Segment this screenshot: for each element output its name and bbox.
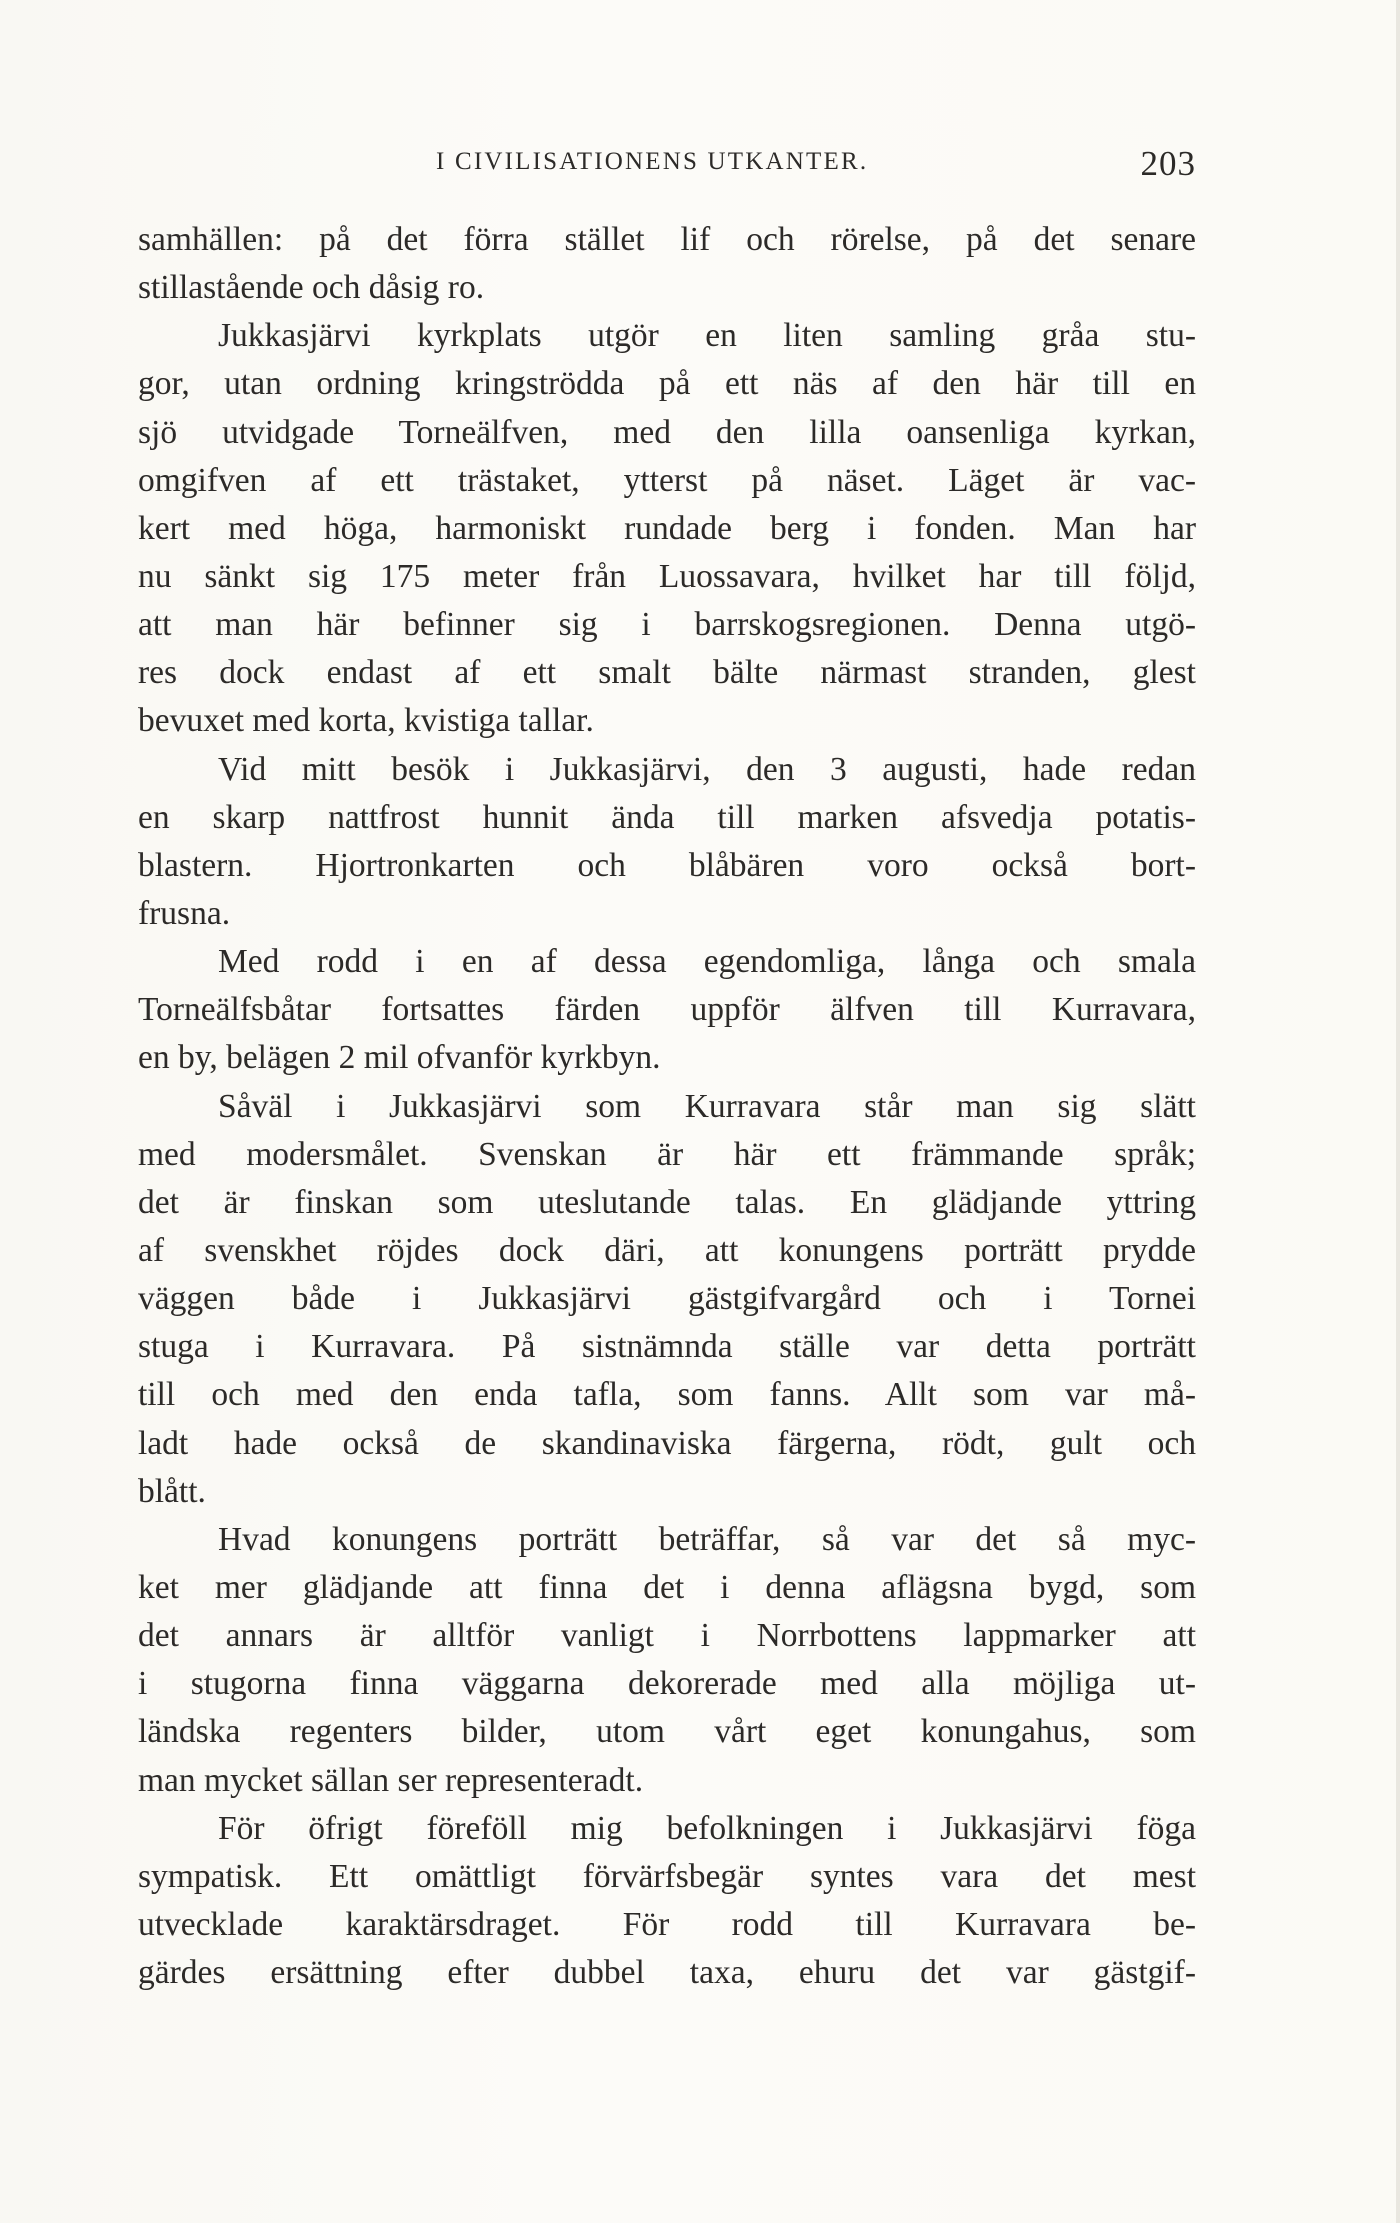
text-line: bevuxet med korta, kvistiga tallar. [138, 702, 594, 740]
text-line: frusna. [138, 894, 231, 932]
running-head [138, 144, 1196, 184]
text-line: en by, belägen 2 mil ofvanför kyrkbyn. [138, 1039, 661, 1077]
text-line: Såväl i Jukkasjärvi som Kurravara står man sig slätt [218, 1087, 1196, 1125]
text-line: blastern. Hjortronkarten och blåbären voro också bort- [138, 846, 1196, 884]
text-line: sjö utvidgade Torneälfven, med den lilla oansenliga kyrkan, [138, 413, 1196, 451]
text-line: gärdes ersättning efter dubbel taxa, ehuru det var gästgif- [138, 1954, 1196, 1992]
text-line: ländska regenters bilder, utom vårt eget konungahus, som [138, 1713, 1196, 1751]
text-line: af svenskhet röjdes dock däri, att konungens porträtt prydde [138, 1231, 1196, 1269]
text-line: ket mer glädjande att finna det i denna aflägsna bygd, som [138, 1568, 1196, 1606]
text-line: väggen både i Jukkasjärvi gästgifvargård och i Tornei [138, 1280, 1196, 1318]
text-line: Jukkasjärvi kyrkplats utgör en liten samling gråa stu- [218, 317, 1196, 355]
text-line: Torneälfsbåtar fortsattes färden uppför älfven till Kurravara, [138, 991, 1196, 1029]
text-line: utvecklade karaktärsdraget. För rodd till Kurravara be- [138, 1905, 1196, 1943]
text-line: det annars är alltför vanligt i Norrbottens lappmarker att [138, 1617, 1196, 1655]
text-line: Med rodd i en af dessa egendomliga, långa och smala [218, 943, 1196, 981]
text-line: nu sänkt sig 175 meter från Luossavara, hvilket har till följd, [138, 557, 1196, 595]
text-line: kert med höga, harmoniskt rundade berg i fonden. Man har [138, 509, 1196, 547]
text-line: med modersmålet. Svenskan är här ett främmande språk; [138, 1135, 1196, 1173]
text-line: samhällen: på det förra stället lif och rörelse, på det senare [138, 221, 1196, 258]
text-line: det är finskan som uteslutande talas. En glädjande yttring [138, 1183, 1196, 1221]
running-head-title: I CIVILISATIONENS UTKANTER. [436, 148, 869, 175]
body-text [138, 216, 1196, 1997]
text-line: man mycket sällan ser representeradt. [138, 1761, 644, 1799]
page-number: 203 [1140, 144, 1196, 183]
text-line: För öfrigt föreföll mig befolkningen i Jukkasjärvi föga [218, 1809, 1196, 1847]
text-line: sympatisk. Ett omättligt förvärfsbegär syntes vara det mest [138, 1857, 1196, 1895]
text-line: Vid mitt besök i Jukkasjärvi, den 3 augusti, hade redan [218, 750, 1196, 788]
text-line: ladt hade också de skandinaviska färgerna, rödt, gult och [138, 1424, 1196, 1462]
text-line: stuga i Kurravara. På sistnämnda ställe var detta porträtt [138, 1328, 1196, 1366]
text-line: till och med den enda tafla, som fanns. Allt som var må- [138, 1376, 1196, 1414]
text-line: omgifven af ett trästaket, ytterst på näset. Läget är vac- [138, 461, 1196, 499]
text-line: att man här befinner sig i barrskogsregionen. Denna utgö- [138, 606, 1196, 644]
text-line: stillastående och dåsig ro. [138, 269, 485, 307]
page-edge [1396, 0, 1400, 2223]
text-line: blått. [138, 1472, 206, 1510]
text-line: res dock endast af ett smalt bälte närmast stranden, glest [138, 654, 1196, 692]
text-line: Hvad konungens porträtt beträffar, så var det så myc- [218, 1520, 1196, 1558]
text-line: i stugorna finna väggarna dekorerade med alla möjliga ut- [138, 1665, 1196, 1703]
text-line: en skarp nattfrost hunnit ända till marken afsvedja potatis- [138, 798, 1196, 836]
text-line: gor, utan ordning kringströdda på ett näs af den här till en [138, 365, 1196, 403]
